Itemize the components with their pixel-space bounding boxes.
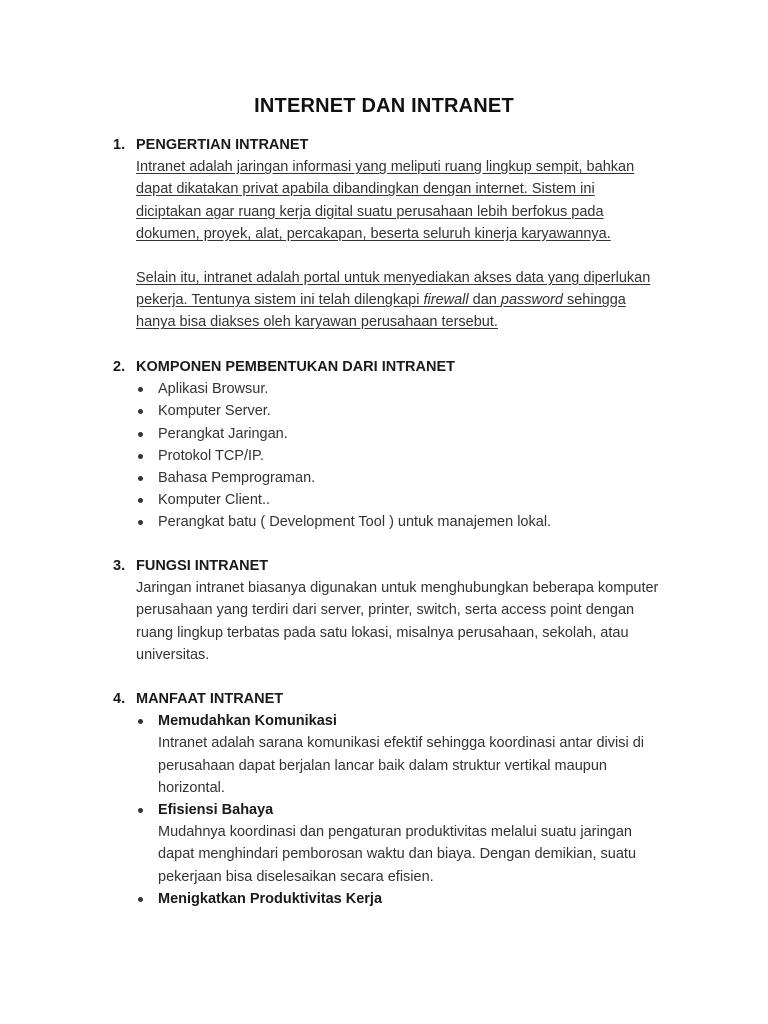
list-item: Perangkat batu ( Development Tool ) untuk manajemen lokal. bbox=[136, 511, 693, 533]
text-run: sehingga bbox=[562, 292, 626, 309]
section-heading bbox=[113, 356, 693, 378]
list-item: Protokol TCP/IP. bbox=[136, 445, 693, 467]
section-number: 4. bbox=[113, 691, 126, 707]
item-line: perusahaan dapat berjalan lancar baik dalam struktur vertikal maupun bbox=[158, 757, 607, 774]
section-heading bbox=[113, 134, 693, 156]
section-title: FUNGSI INTRANET bbox=[136, 558, 269, 574]
section-pengertian bbox=[113, 134, 693, 334]
text-run: pekerja. Tentunya sistem ini telah dilengkapi bbox=[136, 292, 424, 309]
item-title: Memudahkan Komunikasi bbox=[158, 713, 337, 730]
list-item: Komputer Server. bbox=[136, 400, 693, 422]
paragraph-line bbox=[136, 289, 693, 311]
italic-term-password: password bbox=[500, 292, 563, 309]
paragraph-line: ruang lingkup terbatas pada satu lokasi, misalnya perusahaan, sekolah, atau bbox=[136, 624, 629, 641]
text-run: dan bbox=[468, 292, 501, 309]
section-number: 1. bbox=[113, 137, 126, 153]
paragraph-line: Selain itu, intranet adalah portal untuk menyediakan akses data yang diperlukan bbox=[136, 270, 651, 287]
list-item: Aplikasi Browsur. bbox=[136, 378, 693, 400]
paragraph-line: diciptakan agar ruang kerja digital suatu perusahaan lebih berfokus pada bbox=[136, 203, 604, 220]
list-item bbox=[136, 799, 693, 888]
list-item bbox=[136, 710, 693, 799]
list-item: Bahasa Pemprograman. bbox=[136, 467, 693, 489]
item-line: Mudahnya koordinasi dan pengaturan produktivitas melalui suatu jaringan bbox=[158, 824, 632, 841]
item-line: dapat menghindari pemborosan waktu dan biaya. Dengan demikian, suatu bbox=[158, 846, 637, 863]
paragraph-line: dapat dikatakan privat apabila dibandingkan dengan internet. Sistem ini bbox=[136, 181, 595, 198]
item-title: Menigkatkan Produktivitas Kerja bbox=[158, 890, 383, 907]
section-heading bbox=[113, 688, 693, 710]
paragraph-line: hanya bisa diakses oleh karyawan perusahaan tersebut. bbox=[136, 314, 498, 331]
bullet-list bbox=[113, 378, 693, 533]
list-item: Perangkat Jaringan. bbox=[136, 423, 693, 445]
list-item: Komputer Client.. bbox=[136, 489, 693, 511]
item-title: Efisiensi Bahaya bbox=[158, 802, 274, 819]
paragraph-line: perusahaan yang terdiri dari server, printer, switch, serta access point dengan bbox=[136, 602, 635, 619]
list-item bbox=[136, 888, 693, 910]
paragraph-line: Intranet adalah jaringan informasi yang meliputi ruang lingkup sempit, bahkan bbox=[136, 159, 635, 176]
paragraph-line: universitas. bbox=[136, 646, 210, 663]
document-title: INTERNET DAN INTRANET bbox=[254, 95, 514, 117]
item-line: Intranet adalah sarana komunikasi efektif sehingga koordinasi antar divisi di bbox=[158, 735, 645, 752]
bullet-list bbox=[113, 710, 693, 910]
section-body bbox=[113, 577, 693, 666]
item-line: pekerjaan bisa diselesaikan secara efisien. bbox=[158, 868, 434, 885]
paragraph-line: Jaringan intranet biasanya digunakan untuk menghubungkan beberapa komputer bbox=[136, 580, 659, 597]
italic-term-firewall: firewall bbox=[423, 292, 469, 309]
section-number: 2. bbox=[113, 359, 126, 375]
paragraph-line: dokumen, proyek, alat, percakapan, beserta seluruh kinerja karyawannya. bbox=[136, 225, 611, 242]
item-line: horizontal. bbox=[158, 779, 225, 796]
section-heading bbox=[113, 555, 693, 577]
section-body bbox=[113, 156, 693, 333]
section-title: KOMPONEN PEMBENTUKAN DARI INTRANET bbox=[136, 359, 455, 375]
section-manfaat bbox=[113, 688, 693, 910]
section-komponen bbox=[113, 356, 693, 534]
section-fungsi bbox=[113, 555, 693, 666]
section-title: MANFAAT INTRANET bbox=[136, 691, 284, 707]
section-number: 3. bbox=[113, 558, 126, 574]
section-title: PENGERTIAN INTRANET bbox=[136, 137, 309, 153]
